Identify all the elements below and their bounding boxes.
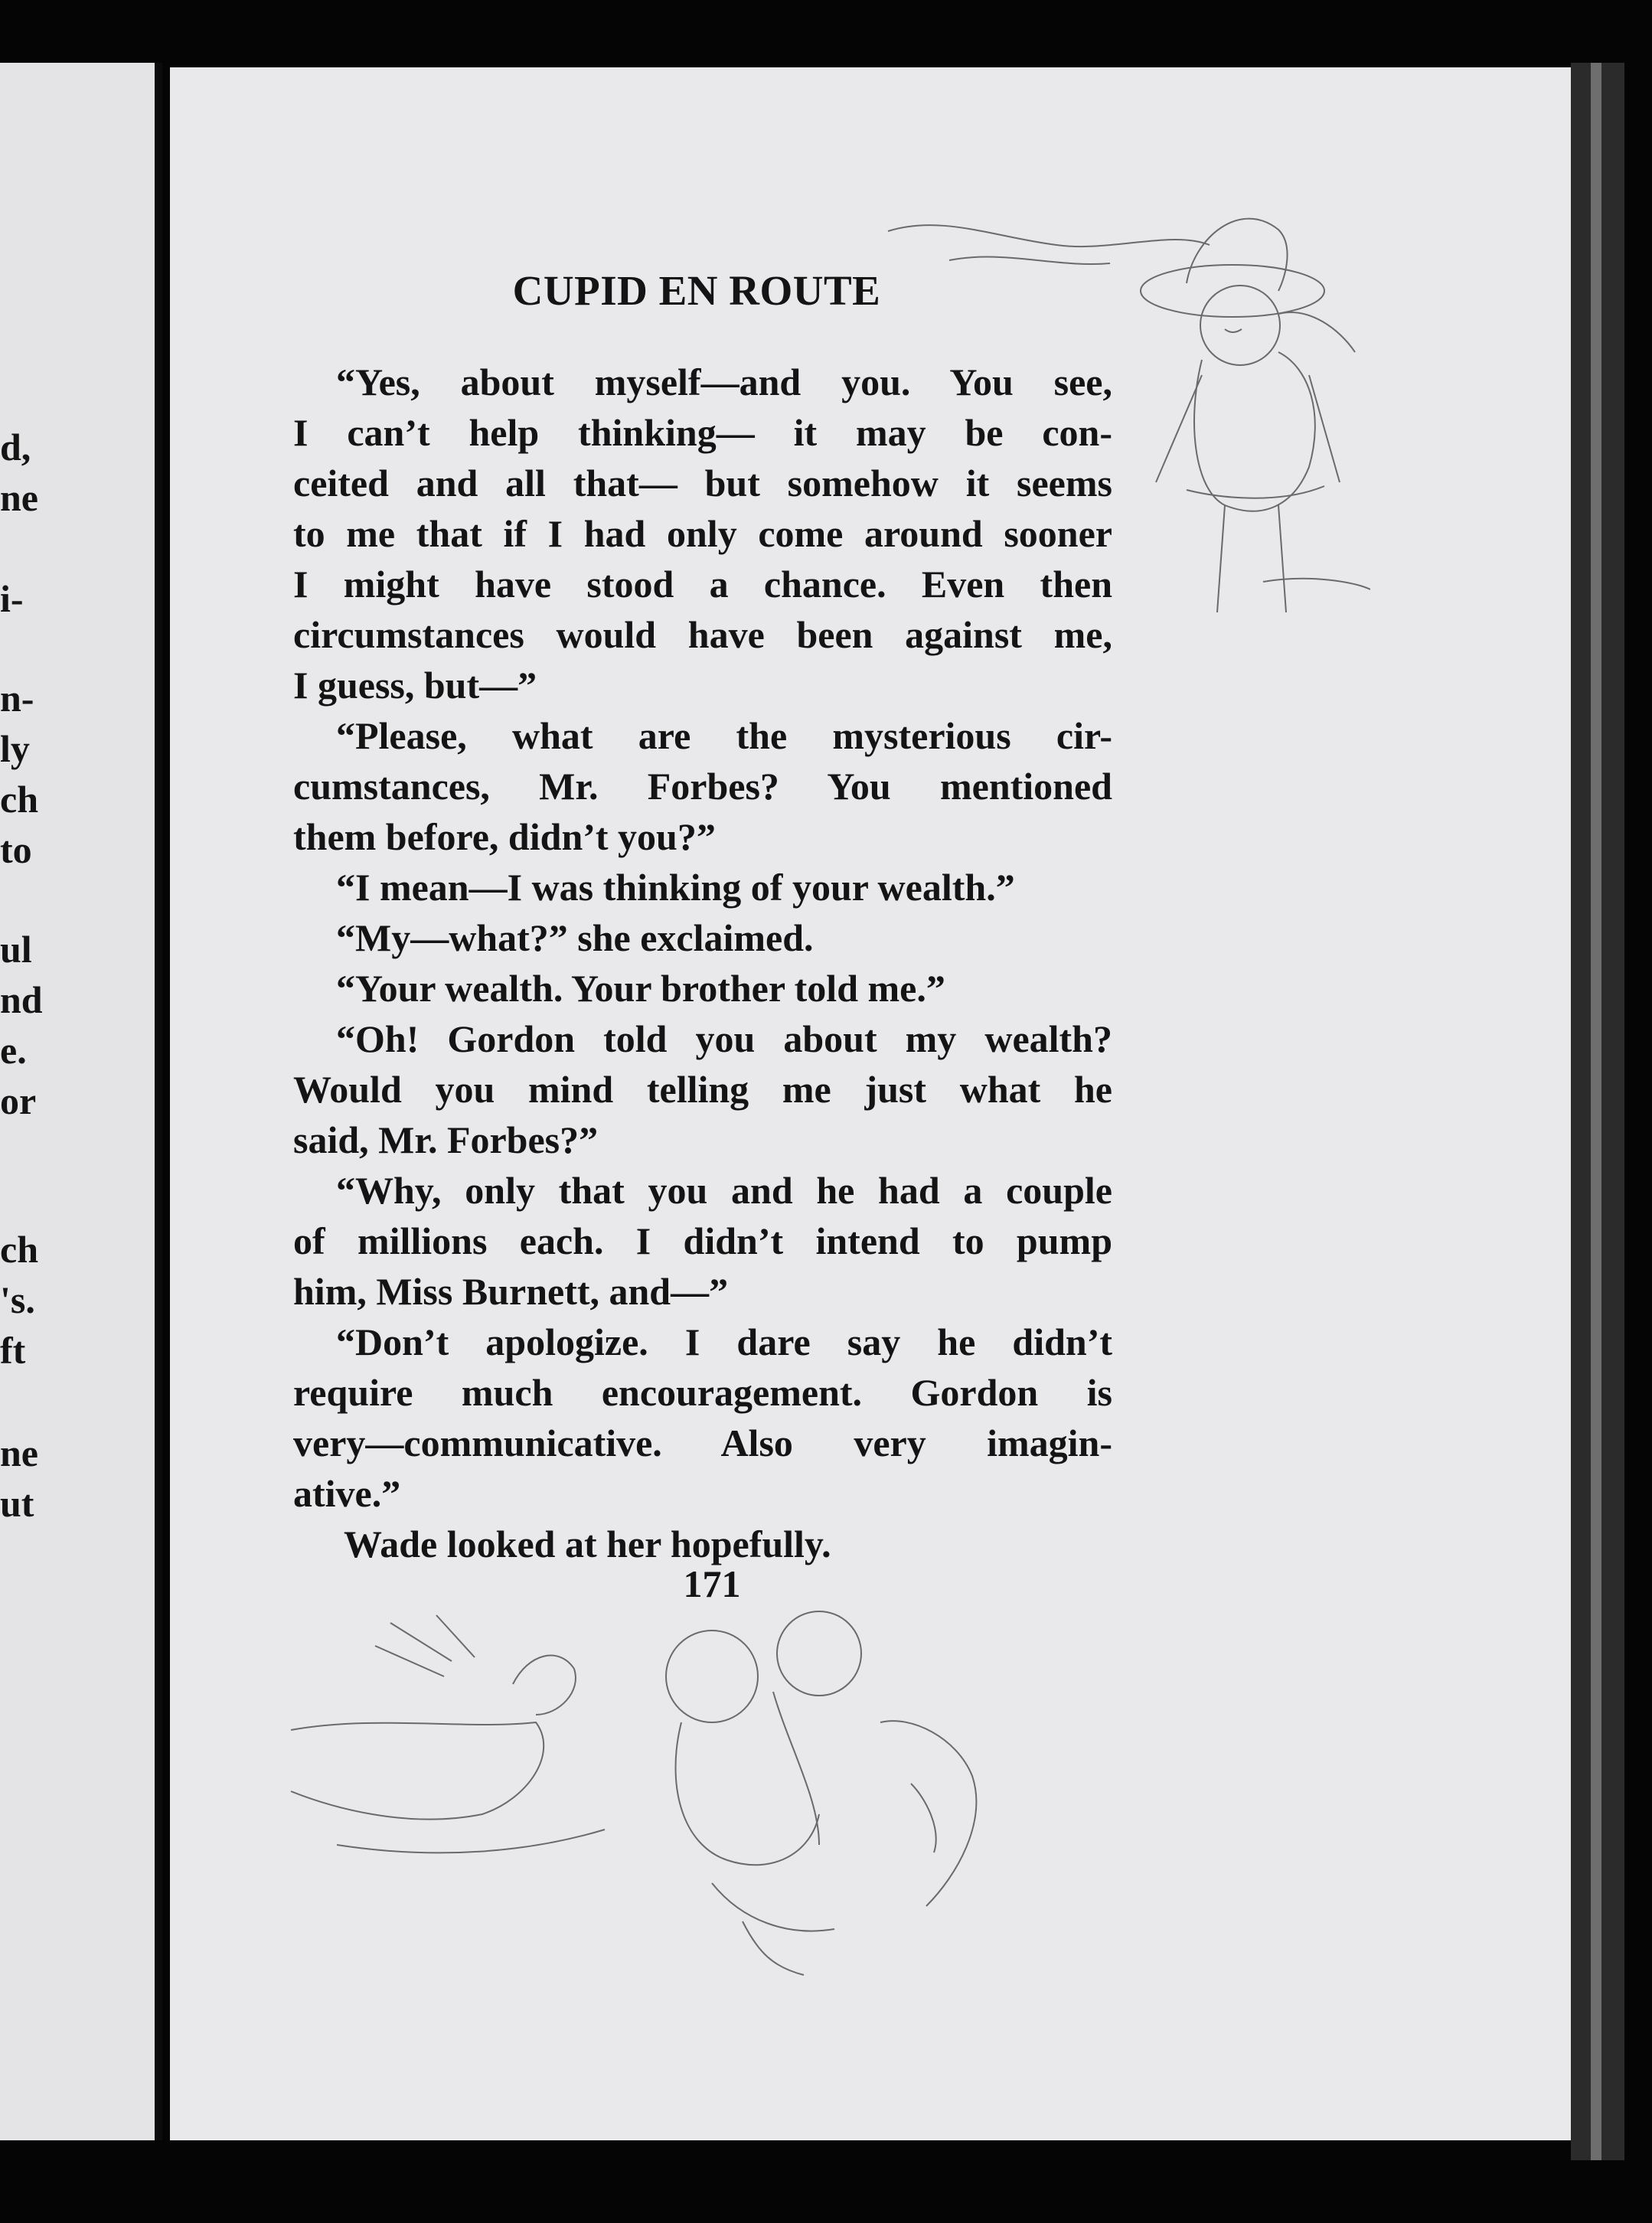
page-edge-stripe — [1591, 63, 1601, 2160]
left-page-line-fragment: 's. — [0, 1278, 35, 1321]
body-text-line: ceited and all that— but somehow it seems — [293, 462, 1112, 504]
body-text-line: “Yes, about myself—and you. You see, — [336, 361, 1112, 403]
left-page-line-fragment: nd — [0, 978, 43, 1021]
left-page-line-fragment: ut — [0, 1482, 34, 1525]
body-text-line: “Please, what are the mysterious cir- — [336, 714, 1112, 757]
left-page-line-fragment: ch — [0, 778, 38, 821]
left-page-line-fragment: ne — [0, 476, 38, 519]
body-text-line: “Your wealth. Your brother told me.” — [336, 967, 945, 1010]
left-page-line-fragment: ne — [0, 1431, 38, 1474]
body-text-line: said, Mr. Forbes?” — [293, 1118, 599, 1161]
body-text-line: “I mean—I was thinking of your wealth.” — [336, 866, 1015, 909]
left-page-line-fragment: to — [0, 828, 32, 871]
left-page-line-fragment: d, — [0, 426, 31, 468]
body-text-line: to me that if I had only come around sooner — [293, 512, 1112, 555]
body-text-line: Would you mind telling me just what he — [293, 1068, 1112, 1111]
body-text-line: ative.” — [293, 1472, 401, 1515]
page-number: 171 — [683, 1562, 741, 1605]
left-page-line-fragment: n- — [0, 677, 34, 720]
body-text-line: them before, didn’t you?” — [293, 815, 716, 858]
running-title: CUPID EN ROUTE — [512, 267, 881, 314]
body-text-line: of millions each. I didn’t intend to pump — [293, 1219, 1112, 1262]
left-page-line-fragment: ch — [0, 1228, 38, 1271]
body-text-line: I guess, but—” — [293, 664, 537, 707]
body-text-line: “Don’t apologize. I dare say he didn’t — [336, 1320, 1112, 1363]
book-spine-edge — [1571, 63, 1624, 2160]
left-page-line-fragment: or — [0, 1079, 37, 1122]
left-page-line-fragment: ft — [0, 1329, 26, 1372]
body-text-line: I can’t help thinking— it may be con- — [293, 411, 1112, 454]
body-text-line: him, Miss Burnett, and—” — [293, 1270, 729, 1313]
body-text-line: require much encouragement. Gordon is — [293, 1371, 1112, 1414]
left-page-line-fragment: e. — [0, 1029, 27, 1072]
gutter-shadow — [155, 63, 162, 2140]
left-page-line-fragment: i- — [0, 577, 24, 620]
left-page-line-fragment: ul — [0, 928, 32, 971]
body-text-line: I might have stood a chance. Even then — [293, 563, 1112, 606]
body-text-line: Wade looked at her hopefully. — [344, 1523, 831, 1565]
left-page-line-fragment: ly — [0, 727, 30, 770]
cupids-flying-illustration — [283, 1600, 1018, 1998]
facing-page-left — [0, 63, 162, 2140]
body-text-line: very—communicative. Also very imagin- — [293, 1422, 1112, 1464]
body-text-line: “Oh! Gordon told you about my wealth? — [336, 1017, 1112, 1060]
body-text-line: “My—what?” she exclaimed. — [336, 916, 814, 959]
body-text-line: cumstances, Mr. Forbes? You mentioned — [293, 765, 1112, 808]
body-text-line: “Why, only that you and he had a couple — [336, 1169, 1112, 1212]
body-text-line: circumstances would have been against me, — [293, 613, 1112, 656]
